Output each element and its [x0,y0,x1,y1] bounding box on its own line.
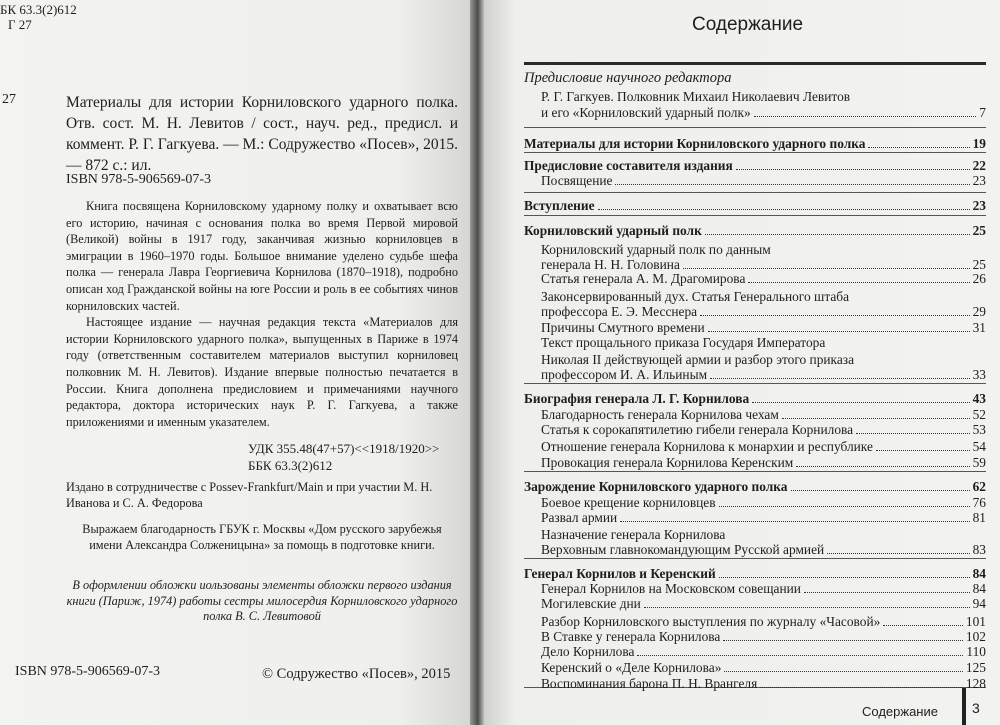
toc-leader-dots [620,521,969,522]
toc-entry-title: Николая II действующей армии и разбор этого приказа [541,352,855,367]
toc-leader-dots [883,625,963,626]
toc-leader-dots [710,378,970,379]
toc-leader-dots [705,234,970,235]
toc-entry-title: Корниловский ударный полк [524,223,702,238]
toc-leader-dots [719,506,970,507]
toc-entry [524,541,986,558]
toc-entry-title: Р. Г. Гагкуев. Полковник Михаил Николаевич Левитов [541,89,851,104]
toc-entry [524,303,986,320]
toc-leader-dots [760,687,963,688]
toc-leader-dots [748,282,969,283]
annotation [66,198,458,430]
toc-entry-title: Причины Смутного времени [541,320,705,335]
toc-page-number: 125 [965,660,986,675]
toc-entry [524,454,986,471]
toc-page-number: 62 [972,479,986,494]
toc-entry-title: Назначение генерала Корнилова [541,527,726,542]
toc-page-number: 59 [972,455,986,470]
toc-entry-title: Развал армии [541,510,618,525]
toc-entry [524,135,986,152]
isbn-line: ISBN 978-5-906569-07-3 [66,172,212,187]
toc-page-number: 19 [972,136,986,151]
toc-entry-title: Дело Корнилова [541,644,635,659]
toc-entry-title: Благодарность генерала Корнилова чехам [541,407,779,422]
toc-separator [524,383,986,384]
toc-leader-dots [615,184,969,185]
toc-leader-dots [868,147,969,148]
toc-page-number: 76 [972,495,986,510]
toc-entry [524,595,986,612]
toc-leader-dots [796,466,969,467]
toc-entry [524,334,986,351]
author-code: Г 27 [8,17,32,32]
top-codes [0,2,77,32]
toc-leader-dots [782,418,970,419]
toc-page-number: 53 [972,422,986,437]
toc-separator [524,471,986,472]
toc-entry-title: Могилевские дни [541,596,641,611]
toc-entry-title: Отношение генерала Корнилова к монархии и республике [541,439,873,454]
toc-page-number: 94 [972,596,986,611]
toc-page-number: 84 [972,581,986,596]
toc-leader-dots [683,268,970,269]
toc-entry-title: Биография генерала Л. Г. Корнилова [524,391,750,406]
toc-entry-title: В Ставке у генерала Корнилова [541,629,721,644]
toc-entry [524,421,986,438]
toc-entry-title: Статья генерала А. М. Драгомирова [541,271,746,286]
toc-entry-title: Верховным главнокомандующим Русской армией [541,542,825,557]
toc-leader-dots [736,169,970,170]
toc-page-number: 23 [972,173,986,188]
toc-page-number: 7 [979,105,986,120]
toc-entry [524,270,986,287]
toc-entry-title: Текст прощального приказа Государя Императора [541,335,826,350]
toc-separator [524,558,986,559]
toc-page-number: 128 [965,676,986,691]
copyright: © Содружество «Посев», 2015 [262,666,451,682]
toc-entry-title: и его «Корниловский ударный полк» [541,105,751,120]
toc-page-number: 25 [972,223,986,238]
toc-page-number: 52 [972,407,986,422]
toc-page-number: 29 [972,304,986,319]
toc-entry-title: профессора Е. Э. Месснера [541,304,698,319]
toc-entry-title: Боевое крещение корниловцев [541,495,716,510]
toc-page-number: 31 [972,320,986,335]
toc-entry [524,478,986,495]
right-page [484,0,1000,725]
toc-leader-dots [754,116,977,117]
toc-entry [524,172,986,189]
cover-note: В оформлении обложки иользованы элементы обложки первого издания книги (Париж, 1974) работы сестры милосердия Корниловского ударного полка В. С. Левитовой [66,578,458,623]
toc-entry-title: Разбор Корниловского выступления по журналу «Часовой» [541,614,881,629]
toc-separator [524,152,986,153]
classification [248,440,439,474]
bbk-top: БК 63.3(2)612 [0,2,77,17]
toc-page-number: 101 [965,614,986,629]
toc-entry-title: Керенский о «Деле Корнилова» [541,660,722,675]
toc-entry-title: Материалы для истории Корниловского ударного полка [524,136,866,151]
toc-entry-title: Посвящение [541,173,613,188]
toc-entry [524,88,986,105]
toc-entry [524,366,986,383]
acknowledgement: Выражаем благодарность ГБУК г. Москвы «Дом русского зарубежья имени Александра Солженицына» за помощь в подготовке книги. [82,522,442,552]
toc-page-number: 43 [972,391,986,406]
page-number: 3 [972,700,980,716]
toc-entry [524,390,986,407]
toc-entry-title: Зарождение Корниловского ударного полка [524,479,788,494]
toc-leader-dots [724,671,963,672]
toc-entry [524,222,986,239]
toc-entry-title: Провокация генерала Корнилова Керенским [541,455,794,470]
toc-page-number: 33 [972,367,986,382]
toc-leader-dots [719,577,970,578]
margin-number: 27 [2,92,16,107]
isbn-bottom: ISBN 978-5-906569-07-3 [15,664,161,679]
title-rule [524,62,986,65]
toc-leader-dots [644,607,970,608]
toc-separator [524,127,986,128]
toc-entry-title: Генерал Корнилов и Керенский [524,566,716,581]
publisher-credit: Издано в сотрудничестве с Possev-Frankfurt/Main и при участии М. Н. Иванова и С. А. Федорова [66,480,433,510]
annotation-paragraph-1: Книга посвящена Корниловскому ударному полку и охватывает всю его историю, начиная с основания полка во время Первой мировой (Великой) войны в 1917 году, заканчивая жизнью корниловцев в эмиграции в 1960–1970 годы. Большое внимание уделено судьбе шефа полка — генерала Лавра Георгиевича Корнилова (1870–1918), подробно описан ход Гражданской войны на юге России и роль в ее событиях чинов корниловских частей. [66,199,458,313]
toc-page-number: 84 [972,566,986,581]
toc-entry [524,104,986,121]
footer-bar [962,688,966,725]
running-footer: Содержание [862,704,938,719]
toc-leader-dots [637,655,963,656]
toc-entry-title: Корниловский ударный полк по данным [541,242,771,257]
left-page [0,0,470,725]
toc-page-number: 22 [972,158,986,173]
toc-entry-title: профессором И. А. Ильиным [541,367,708,382]
bibliographic-record: Материалы для истории Корниловского ударного полка. Отв. сост. М. Н. Левитов / сост., науч. ред., предисл. и коммент. Р. Г. Гагкуева. — М.: Содружество «Посев», 2015. — 872 с.: ил. [66,94,458,174]
bbk-code: ББК 63.3(2)612 [248,458,333,473]
toc-entry [524,643,986,660]
toc-entry [524,509,986,526]
toc-page-number: 102 [965,629,986,644]
toc-entry [524,197,986,214]
annotation-paragraph-2: Настоящее издание — научная редакция текста «Материалов для истории Корниловского ударного полка», выпущенных в Париже в 1974 году (ответственным составителем материалов выступил корниловец полковник М. Н. Левитов). Издание впервые полностью печатается в России. Книга дополнена предисловием и примечаниями научного редактора, доктора исторических наук Р. Г. Гагкуева, а также приложениями и именным указателем. [66,315,458,429]
book-gutter [470,0,484,725]
toc-page-number: 83 [972,542,986,557]
toc-page-number: 110 [966,644,986,659]
toc-page-number: 54 [972,439,986,454]
toc-entry-title: Воспоминания барона П. Н. Врангеля [541,676,758,691]
toc-leader-dots [700,315,969,316]
toc-entry-title: генерала Н. Н. Головина [541,257,680,272]
toc-entry [524,659,986,676]
toc-separator [524,192,986,193]
toc-separator [524,215,986,216]
toc-leader-dots [598,209,970,210]
toc-title: Содержание [692,14,804,35]
toc-leader-dots [723,640,963,641]
toc-entry-title: Предисловие составителя издания [524,158,733,173]
toc-leader-dots [827,553,969,554]
toc-page-number: 25 [972,257,986,272]
toc-entry-title: Вступление [524,198,595,213]
toc-entry [524,438,986,455]
toc-leader-dots [752,402,969,403]
toc-leader-dots [791,490,970,491]
toc-page-number: 23 [972,198,986,213]
toc-entry-title: Статья к сорокапятилетию гибели генерала Корнилова [541,422,854,437]
toc-page-number: 26 [972,271,986,286]
toc-entry [524,675,986,692]
toc-entry-title: Предисловие научного редактора [524,70,732,86]
udk-code: УДК 355.48(47+57)<<1918/1920>> [248,441,440,456]
toc-leader-dots [804,592,970,593]
toc-entry-title: Генерал Корнилов на Московском совещании [541,581,801,596]
toc-leader-dots [876,450,970,451]
toc-leader-dots [856,433,970,434]
toc-entry-title: Законсервированный дух. Статья Генерального штаба [541,289,850,304]
toc-entry [524,70,986,87]
toc-page-number: 81 [972,510,986,525]
toc-leader-dots [708,331,970,332]
